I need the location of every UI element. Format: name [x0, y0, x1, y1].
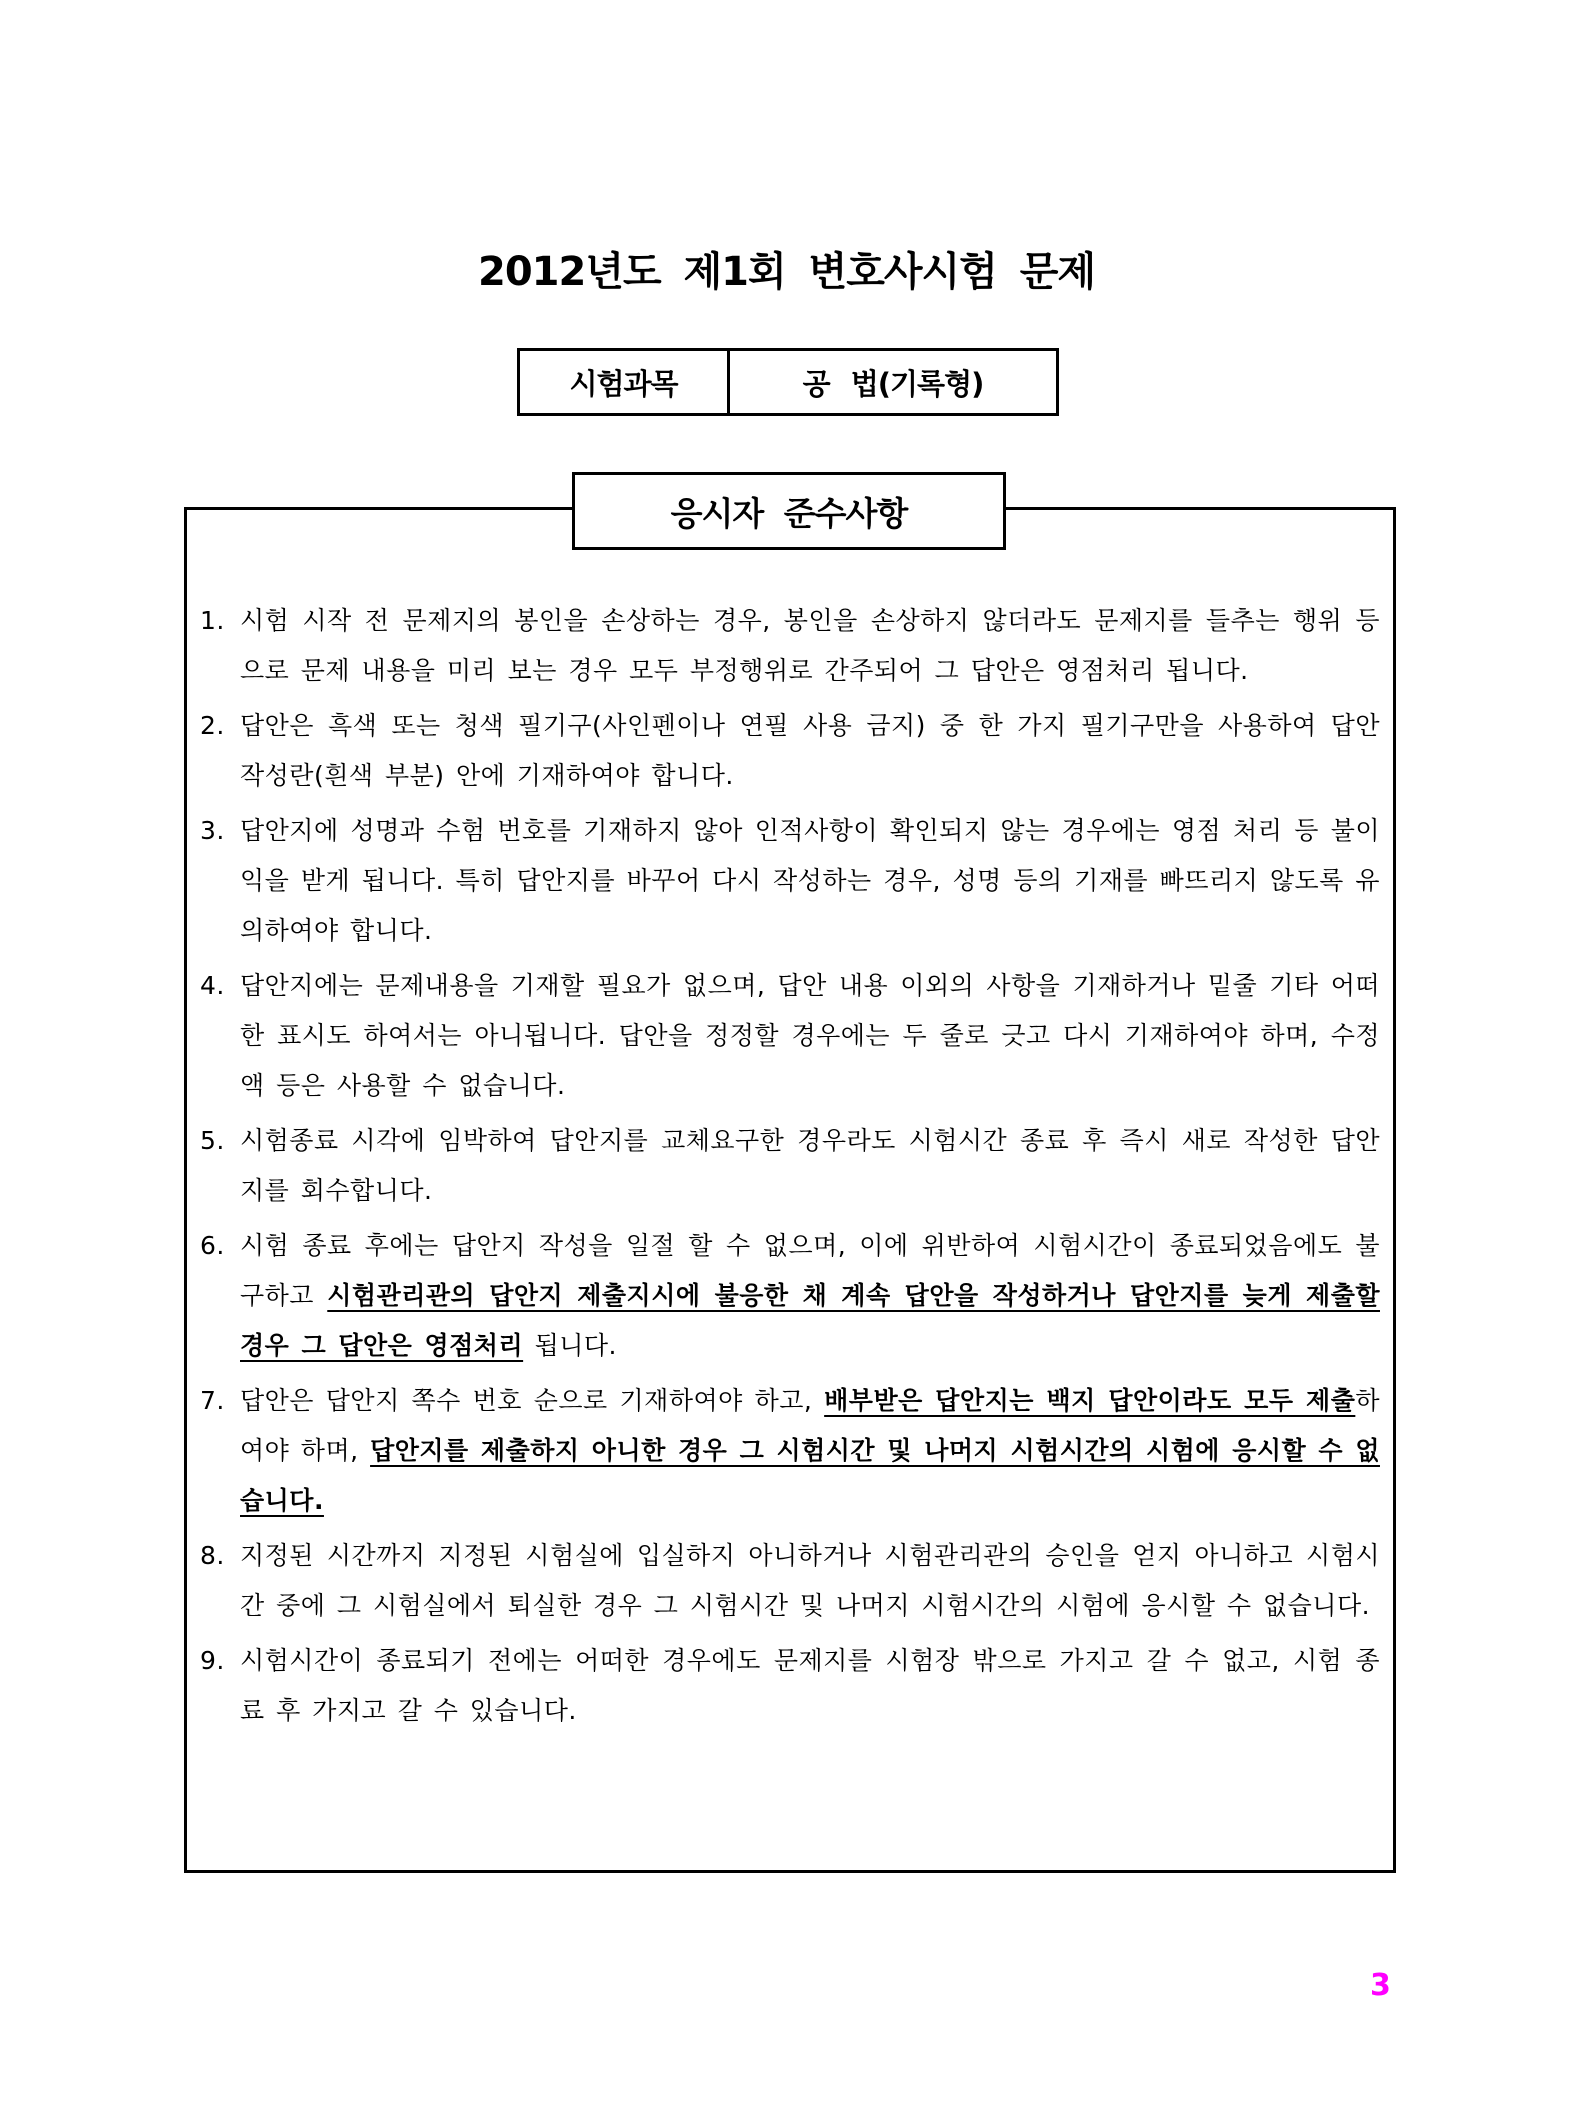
notice-item-1: [200, 596, 1380, 696]
item-text: [240, 606, 1380, 685]
item-text: [240, 1541, 1380, 1620]
item-text-segment: 시험종료 시각에 임박하여 답안지를 교체요구한 경우라도 시험시간 종료 후 즉시 새로 작성한 답안지를 회수합니다.: [240, 1126, 1380, 1205]
item-number: 6.: [200, 1231, 225, 1260]
item-text: [240, 1231, 1380, 1360]
exam-title: 2012년도 제1회 변호사시험 문제: [478, 249, 1095, 295]
item-number: 8.: [200, 1541, 225, 1570]
notice-item-9: [200, 1636, 1380, 1736]
item-text-segment: 시험 시작 전 문제지의 봉인을 손상하는 경우, 봉인을 손상하지 않더라도 문제지를 들추는 행위 등으로 문제 내용을 미리 보는 경우 모두 부정행위로 간주되어 그 답안은 영점처리 됩니다.: [240, 606, 1380, 685]
item-text-segment: 시험 종료 후에는 답안지 작성을 일절 할 수 없으며, 이에 위반하여 시험시간이 종료되었음에도 불구하고: [240, 1231, 1380, 1310]
notice-item-4: [200, 961, 1380, 1111]
notice-item-5: [200, 1116, 1380, 1216]
item-text: [240, 1126, 1380, 1205]
subject-label: 시험과목: [520, 351, 730, 413]
item-number: 2.: [200, 711, 225, 740]
item-number: 4.: [200, 971, 225, 1000]
item-text: [240, 1646, 1380, 1725]
underlined-emphasis: 답안지를 제출하지 아니한 경우 그 시험시간 및 나머지 시험시간의 시험에 응시할 수 없습니다.: [240, 1436, 1380, 1515]
underlined-emphasis: 배부받은 답안지는 백지 답안이라도 모두 제출: [824, 1386, 1356, 1415]
item-text-segment: 하여야 하며,: [240, 1386, 1380, 1465]
notice-item-7: [200, 1376, 1380, 1526]
subject-table: [517, 348, 1059, 416]
item-text-segment: 됩니다.: [523, 1331, 617, 1360]
notice-item-2: [200, 701, 1380, 801]
item-text-segment: 지정된 시간까지 지정된 시험실에 입실하지 아니하거나 시험관리관의 승인을 얻지 아니하고 시험시간 중에 그 시험실에서 퇴실한 경우 그 시험시간 및 나머지 시험시간의 시험에 응시할 수 없습니다.: [240, 1541, 1380, 1620]
item-number: 5.: [200, 1126, 225, 1155]
item-text-segment: 답안은 답안지 쪽수 번호 순으로 기재하여야 하고,: [240, 1386, 825, 1415]
item-text-segment: 답안지에는 문제내용을 기재할 필요가 없으며, 답안 내용 이외의 사항을 기재하거나 밑줄 기타 어떠한 표시도 하여서는 아니됩니다. 답안을 정정할 경우에는 두 줄로 긋고 다시 기재하여야 하며, 수정액 등은 사용할 수 없습니다.: [240, 971, 1380, 1100]
item-text-segment: 시험시간이 종료되기 전에는 어떠한 경우에도 문제지를 시험장 밖으로 가지고 갈 수 없고, 시험 종료 후 가지고 갈 수 있습니다.: [240, 1646, 1380, 1725]
underlined-emphasis: 시험관리관의 답안지 제출지시에 불응한 채 계속 답안을 작성하거나 답안지를 늦게 제출할 경우 그 답안은 영점처리: [240, 1281, 1380, 1360]
item-number: 9.: [200, 1646, 225, 1675]
item-number: 7.: [200, 1386, 225, 1415]
page-number: 3: [1370, 1968, 1391, 2003]
notice-item-6: [200, 1221, 1380, 1371]
notice-item-8: [200, 1531, 1380, 1631]
item-text: [240, 1386, 1380, 1515]
item-number: 3.: [200, 816, 225, 845]
item-number: 1.: [200, 606, 225, 635]
item-text: [240, 971, 1380, 1100]
notice-heading: 응시자 준수사항: [572, 472, 1006, 550]
notice-item-3: [200, 806, 1380, 956]
item-text: [240, 816, 1380, 945]
notice-list: [200, 596, 1380, 1741]
subject-value: 공 법(기록형): [802, 366, 984, 401]
item-text: [240, 711, 1380, 790]
item-text-segment: 답안지에 성명과 수험 번호를 기재하지 않아 인적사항이 확인되지 않는 경우에는 영점 처리 등 불이익을 받게 됩니다. 특히 답안지를 바꾸어 다시 작성하는 경우, 성명 등의 기재를 빠뜨리지 않도록 유의하여야 합니다.: [240, 816, 1380, 945]
item-text-segment: 답안은 흑색 또는 청색 필기구(사인펜이나 연필 사용 금지) 중 한 가지 필기구만을 사용하여 답안 작성란(흰색 부분) 안에 기재하여야 합니다.: [240, 711, 1380, 790]
